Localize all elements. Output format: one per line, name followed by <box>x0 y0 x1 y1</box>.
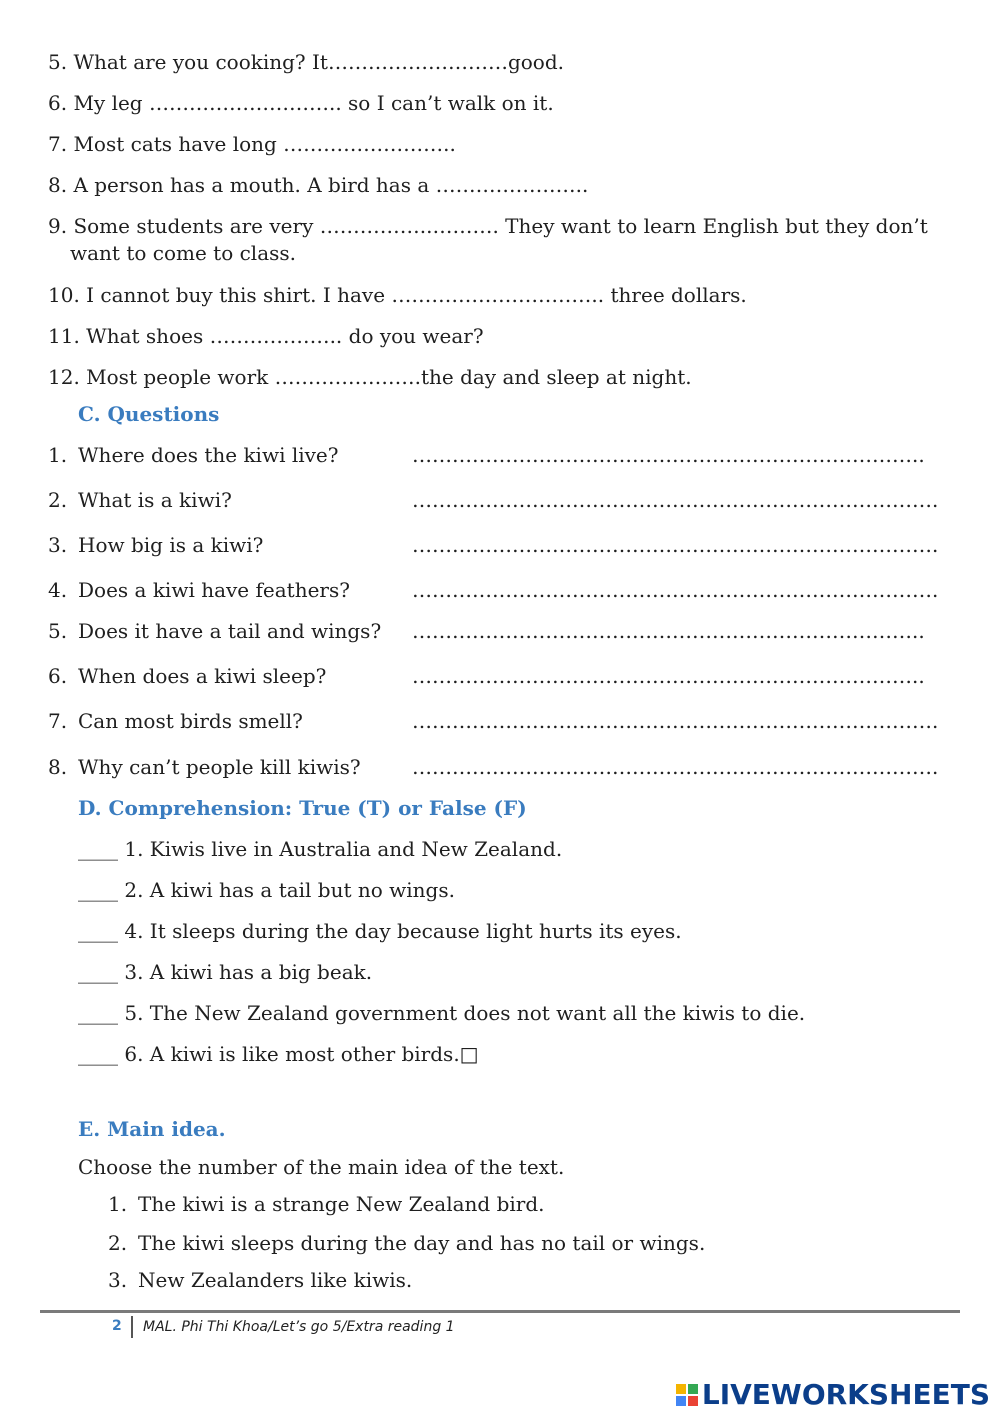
true-false-item[interactable]: ____ 2. A kiwi has a tail but no wings. <box>78 878 455 902</box>
option-text: New Zealanders like kiwis. <box>138 1268 413 1292</box>
footer-text: MAL. Phi Thi Khoa/Let’s go 5/Extra reading 1 <box>143 1319 455 1335</box>
fill-in-item-10: 10. I cannot buy this shirt. I have ………………………….. three dollars. <box>48 283 747 307</box>
main-idea-instruction: Choose the number of the main idea of the text. <box>78 1155 565 1179</box>
question-number: 5. <box>48 619 68 643</box>
question-text: How big is a kiwi? <box>78 533 264 557</box>
question-text: Can most birds smell? <box>78 709 303 733</box>
answer-blank[interactable]: ……………………………………………………………………. <box>412 709 939 733</box>
option-text: The kiwi is a strange New Zealand bird. <box>138 1192 545 1216</box>
fill-in-item-9: 9. Some students are very ……………..………. They want to learn English but they don’t <box>48 214 928 238</box>
section-d-heading: D. Comprehension: True (T) or False (F) <box>78 796 527 820</box>
true-false-item[interactable]: ____ 6. A kiwi is like most other birds.□ <box>78 1042 479 1066</box>
fill-in-item-11: 11. What shoes ……………….. do you wear? <box>48 324 484 348</box>
question-number: 7. <box>48 709 68 733</box>
option-text: The kiwi sleeps during the day and has no tail or wings. <box>138 1231 706 1255</box>
option-number: 1. <box>108 1192 128 1216</box>
section-c-heading: C. Questions <box>78 402 220 426</box>
question-text: Why can’t people kill kiwis? <box>78 755 361 779</box>
answer-blank[interactable]: ………………………………………………………………….. <box>412 443 925 467</box>
answer-blank[interactable]: ……………………………………………………………………. <box>412 488 939 512</box>
fill-in-item-7: 7. Most cats have long …………………….. <box>48 132 456 156</box>
option-number: 3. <box>108 1268 128 1292</box>
brand-name: LIVEWORKSHEETS <box>701 1378 990 1411</box>
footer-separator <box>131 1316 133 1338</box>
liveworksheets-logo <box>676 1378 990 1411</box>
fill-in-item-9-continued: want to come to class. <box>70 241 296 265</box>
true-false-item[interactable]: ____ 4. It sleeps during the day because light hurts its eyes. <box>78 919 682 943</box>
answer-blank[interactable]: ………………………………………………………………….. <box>412 619 925 643</box>
true-false-item[interactable]: ____ 1. Kiwis live in Australia and New Zealand. <box>78 837 563 861</box>
question-text: Where does the kiwi live? <box>78 443 339 467</box>
question-text: Does a kiwi have feathers? <box>78 578 350 602</box>
section-e-heading: E. Main idea. <box>78 1117 226 1141</box>
fill-in-item-6: 6. My leg ……………………….. so I can’t walk on it. <box>48 91 554 115</box>
page-number: 2 <box>112 1318 122 1334</box>
liveworksheets-logo-icon <box>676 1384 698 1406</box>
answer-blank[interactable]: ……………………………………………………………………. <box>412 533 939 557</box>
question-number: 1. <box>48 443 68 467</box>
question-number: 4. <box>48 578 68 602</box>
answer-blank[interactable]: ……………………………………………………………………. <box>412 578 939 602</box>
question-text: When does a kiwi sleep? <box>78 664 327 688</box>
true-false-item[interactable]: ____ 3. A kiwi has a big beak. <box>78 960 373 984</box>
question-number: 8. <box>48 755 68 779</box>
question-number: 3. <box>48 533 68 557</box>
question-text: Does it have a tail and wings? <box>78 619 382 643</box>
answer-blank[interactable]: ……………………………………………………………………. <box>412 755 939 779</box>
option-number: 2. <box>108 1231 128 1255</box>
question-text: What is a kiwi? <box>78 488 232 512</box>
answer-blank[interactable]: ………………………………………………………………….. <box>412 664 925 688</box>
fill-in-item-8: 8. A person has a mouth. A bird has a ………………….. <box>48 173 589 197</box>
fill-in-item-12: 12. Most people work ………………….the day and sleep at night. <box>48 365 692 389</box>
true-false-item[interactable]: ____ 5. The New Zealand government does not want all the kiwis to die. <box>78 1001 806 1025</box>
question-number: 6. <box>48 664 68 688</box>
fill-in-item-5: 5. What are you cooking? It………………………good. <box>48 50 564 74</box>
footer-divider <box>40 1310 960 1313</box>
question-number: 2. <box>48 488 68 512</box>
